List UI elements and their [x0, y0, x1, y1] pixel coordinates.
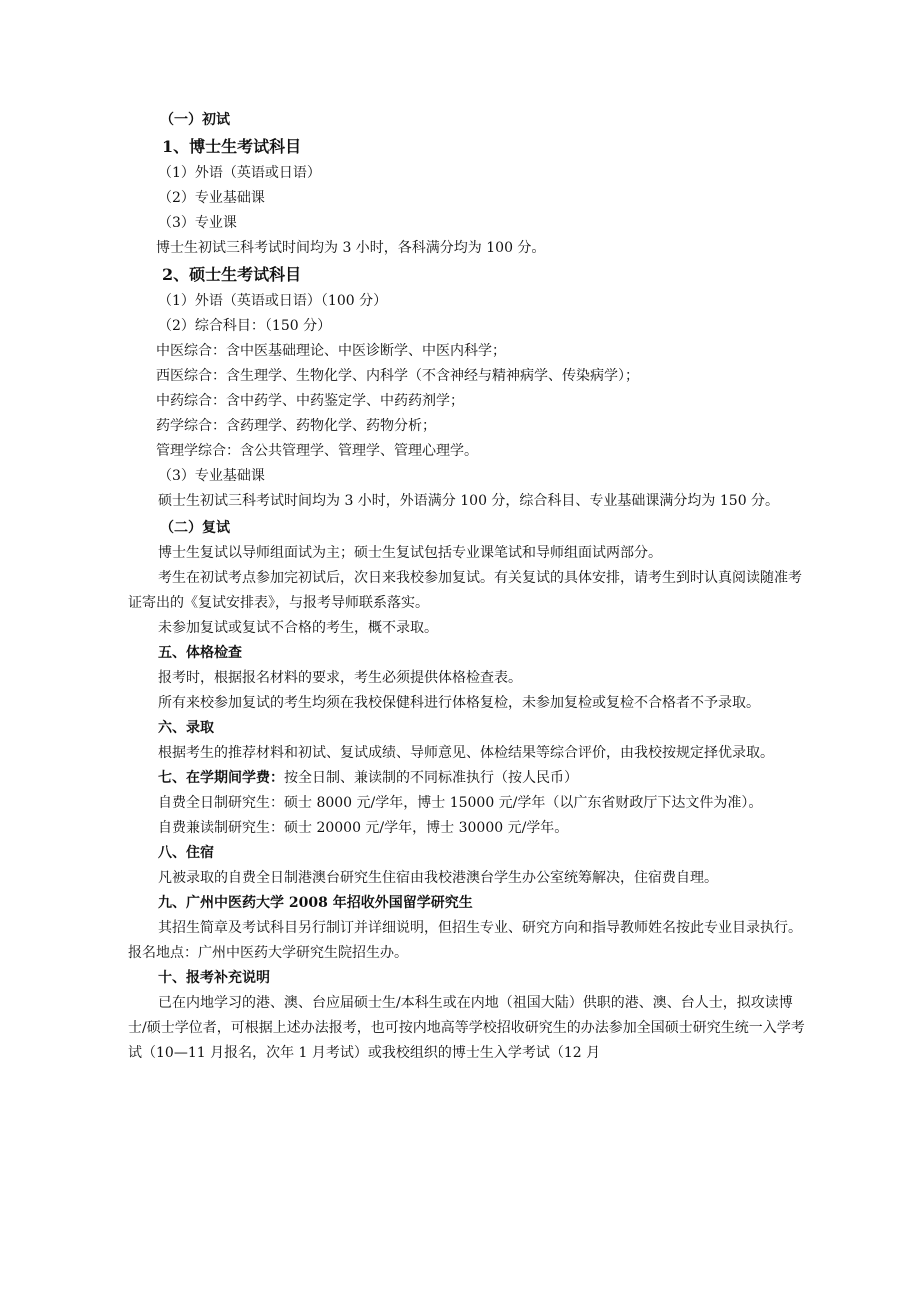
- text-line: （2）专业基础课: [158, 190, 265, 206]
- text-line: （3）专业课: [158, 215, 237, 231]
- section-heading-preliminary: （一）初试: [160, 112, 230, 128]
- text-line: （2）综合科目：（150 分）: [158, 318, 332, 334]
- text-line: 中药综合：含中药学、中药鉴定学、中药药剂学；: [156, 393, 464, 409]
- paragraph: 根据考生的推荐材料和初试、复试成绩、导师意见、体检结果等综合评价，由我校按规定择优录取。: [158, 745, 774, 761]
- section-heading-physical-exam: 五、体格检查: [158, 645, 242, 661]
- section-heading-tuition: 七、在学期间学费：: [158, 770, 284, 786]
- tuition-text: 按全日制、兼读制的不同标准执行（按人民币）: [284, 770, 578, 786]
- paragraph: 博士生复试以导师组面试为主；硕士生复试包括专业课笔试和导师组面试两部分。: [158, 545, 662, 561]
- paragraph: 报考时，根据报名材料的要求，考生必须提供体格检查表。: [158, 670, 522, 686]
- text-line: 西医综合：含生理学、生物化学、内科学（不含神经与精神病学、传染病学）；: [156, 368, 639, 384]
- paragraph: 自费全日制研究生：硕士 8000 元/学年，博士 15000 元/学年（以广东省财政厅下达文件为准）。: [158, 795, 763, 811]
- paragraph: 凡被录取的自费全日制港澳台研究生住宿由我校港澳台学生办公室统筹解决，住宿费自理。: [158, 870, 718, 886]
- paragraph: 考生在初试考点参加完初试后，次日来我校参加复试。有关复试的具体安排，请考生到时认真阅读随准考证寄出的《复试安排表》，与报考导师联系落实。: [128, 570, 802, 611]
- section-heading-accommodation: 八、住宿: [158, 845, 214, 861]
- section-heading-admission: 六、录取: [158, 720, 214, 736]
- paragraph: 硕士生初试三科考试时间均为 3 小时，外语满分 100 分，综合科目、专业基础课满分均为 150 分。: [158, 493, 780, 509]
- paragraph: 已在内地学习的港、澳、台应届硕士生/本科生或在内地（祖国大陆）供职的港、澳、台人士，拟攻读博士/硕士学位者，可根据上述办法报考，也可按内地高等学校招收研究生的办法参加全国硕士研究生统一入学考试（10—11 月报名，次年 1 月考试）或我校组织的博士生入学考试（12 月: [128, 995, 805, 1061]
- text-line: 中医综合：含中医基础理论、中医诊断学、中医内科学；: [156, 343, 506, 359]
- document-page: [128, 108, 808, 1066]
- text-line: 管理学综合：含公共管理学、管理学、管理心理学。: [156, 443, 478, 459]
- text-line: （3）专业基础课: [158, 468, 265, 484]
- paragraph: 其招生简章及考试科目另行制订并详细说明，但招生专业、研究方向和指导教师姓名按此专业目录执行。报名地点：广州中医药大学研究生院招生办。: [128, 920, 802, 961]
- section-heading-retest: （二）复试: [160, 520, 230, 536]
- paragraph: 自费兼读制研究生：硕士 20000 元/学年，博士 30000 元/学年。: [158, 820, 569, 836]
- paragraph: 未参加复试或复试不合格的考生，概不录取。: [158, 620, 438, 636]
- text-line: （1）外语（英语或日语）（100 分）: [158, 293, 388, 309]
- heading-doctoral-subjects: 1、博士生考试科目: [162, 137, 302, 156]
- heading-master-subjects: 2、硕士生考试科目: [162, 265, 302, 284]
- section-heading-foreign-students: 九、广州中医药大学 2008 年招收外国留学研究生: [158, 895, 473, 911]
- paragraph: 所有来校参加复试的考生均须在我校保健科进行体格复检，未参加复检或复检不合格者不予录取。: [158, 695, 760, 711]
- text-line: 药学综合：含药理学、药物化学、药物分析；: [156, 418, 436, 434]
- section-heading-supplementary: 十、报考补充说明: [158, 970, 270, 986]
- tuition-line: [128, 766, 808, 791]
- text-line: 博士生初试三科考试时间均为 3 小时，各科满分均为 100 分。: [156, 240, 546, 256]
- text-line: （1）外语（英语或日语）: [158, 165, 321, 181]
